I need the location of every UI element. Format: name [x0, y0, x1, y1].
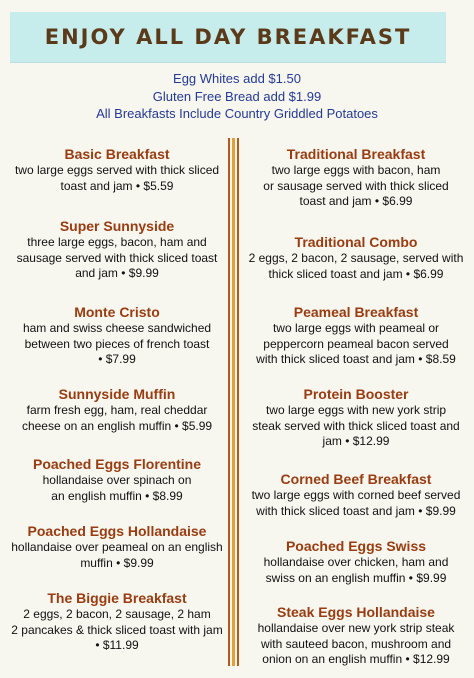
- item-desc-line: ham and swiss cheese sandwiched: [22, 321, 212, 335]
- menu-item: [4, 217, 230, 282]
- item-desc-line: toast and jam • $5.59: [60, 178, 174, 193]
- item-desc-line: peppercorn peameal bacon served: [263, 336, 449, 351]
- note-egg-whites: Egg Whites add $1.50: [173, 71, 301, 86]
- item-desc-line: with thick sliced toast and jam • $9.99: [256, 503, 456, 518]
- menu-item: [4, 522, 230, 571]
- item-desc-line: farm fresh egg, ham, real cheddar: [26, 403, 208, 417]
- item-desc-line: 2 eggs, 2 bacon, 2 sausage, 2 ham: [23, 607, 211, 621]
- menu-item: [240, 603, 472, 668]
- item-desc-line: thick sliced toast and jam • $6.99: [268, 266, 444, 281]
- item-desc-line: two large eggs with new york strip: [265, 403, 447, 417]
- menu-title: ENJOY ALL DAY BREAKFAST: [44, 25, 412, 49]
- item-name: Poached Eggs Swiss: [285, 538, 427, 554]
- item-desc-line: two large eggs with corned beef served: [251, 488, 461, 502]
- item-desc-line: with thick sliced toast and jam • $8.59: [256, 352, 456, 366]
- item-desc-line: hollandaise over spinach on: [42, 473, 192, 487]
- item-name: Basic Breakfast: [64, 146, 170, 162]
- menu-item: [240, 145, 472, 210]
- item-desc-line: an english muffin • $8.99: [51, 488, 183, 503]
- menu-item: [4, 455, 230, 504]
- menu-item: [240, 233, 472, 282]
- menu-item: [240, 303, 472, 368]
- item-desc-line: jam • $12.99: [322, 434, 390, 448]
- item-desc-line: with sauteed bacon, mushroom and: [260, 636, 452, 651]
- menu-item: [240, 385, 472, 450]
- item-desc-line: 2 pancakes & thick sliced toast with jam: [11, 622, 223, 637]
- item-desc-line: hollandaise over new york strip steak: [257, 621, 455, 635]
- item-desc-line: cheese on an english muffin • $5.99: [21, 418, 213, 433]
- item-name: Monte Cristo: [74, 304, 160, 320]
- item-desc-line: muffin • $9.99: [80, 555, 154, 570]
- item-desc-line: steak served with thick sliced toast and: [252, 418, 460, 433]
- item-desc-line: onion on an english muffin • $12.99: [262, 652, 450, 666]
- note-potatoes: All Breakfasts Include Country Griddled Potatoes: [96, 106, 378, 121]
- item-name: Poached Eggs Florentine: [32, 456, 202, 472]
- item-name: Corned Beef Breakfast: [280, 471, 432, 487]
- header-banner: [10, 12, 446, 62]
- item-desc-line: or sausage served with thick sliced: [263, 178, 449, 193]
- item-name: Traditional Breakfast: [286, 146, 426, 162]
- item-desc-line: toast and jam • $6.99: [299, 194, 413, 208]
- item-desc-line: and jam • $9.99: [75, 266, 159, 280]
- menu-item: [4, 303, 230, 368]
- item-desc-line: two large eggs with bacon, ham: [271, 163, 441, 177]
- item-desc-line: • $7.99: [98, 352, 136, 366]
- item-desc-line: two large eggs with peameal or: [272, 321, 440, 335]
- item-desc-line: sausage served with thick sliced toast: [16, 250, 218, 265]
- item-name: Peameal Breakfast: [293, 304, 419, 320]
- menu-item: [4, 589, 230, 654]
- item-desc-line: three large eggs, bacon, ham and: [27, 235, 207, 249]
- note-gluten-free: Gluten Free Bread add $1.99: [152, 88, 322, 104]
- menu-item: [240, 537, 472, 586]
- item-desc-line: between two pieces of french toast: [24, 336, 210, 351]
- item-name: Poached Eggs Hollandaise: [27, 523, 207, 539]
- item-desc-line: hollandaise over peameal on an english: [11, 540, 223, 554]
- item-desc-line: 2 eggs, 2 bacon, 2 sausage, served with: [248, 251, 464, 265]
- item-name: Super Sunnyside: [59, 218, 175, 234]
- menu-item: [240, 470, 472, 519]
- item-desc-line: two large eggs served with thick sliced: [14, 163, 220, 177]
- menu-item: [4, 145, 230, 194]
- item-name: Sunnyside Muffin: [58, 386, 176, 402]
- item-name: The Biggie Breakfast: [47, 590, 187, 606]
- item-name: Traditional Combo: [294, 234, 418, 250]
- item-desc-line: • $11.99: [95, 638, 139, 652]
- item-name: Protein Booster: [303, 386, 409, 402]
- menu-notes: [0, 70, 474, 123]
- item-desc-line: hollandaise over chicken, ham and: [263, 555, 449, 569]
- item-name: Steak Eggs Hollandaise: [277, 604, 435, 620]
- menu-item: [4, 385, 230, 434]
- item-desc-line: swiss on an english muffin • $9.99: [265, 570, 447, 585]
